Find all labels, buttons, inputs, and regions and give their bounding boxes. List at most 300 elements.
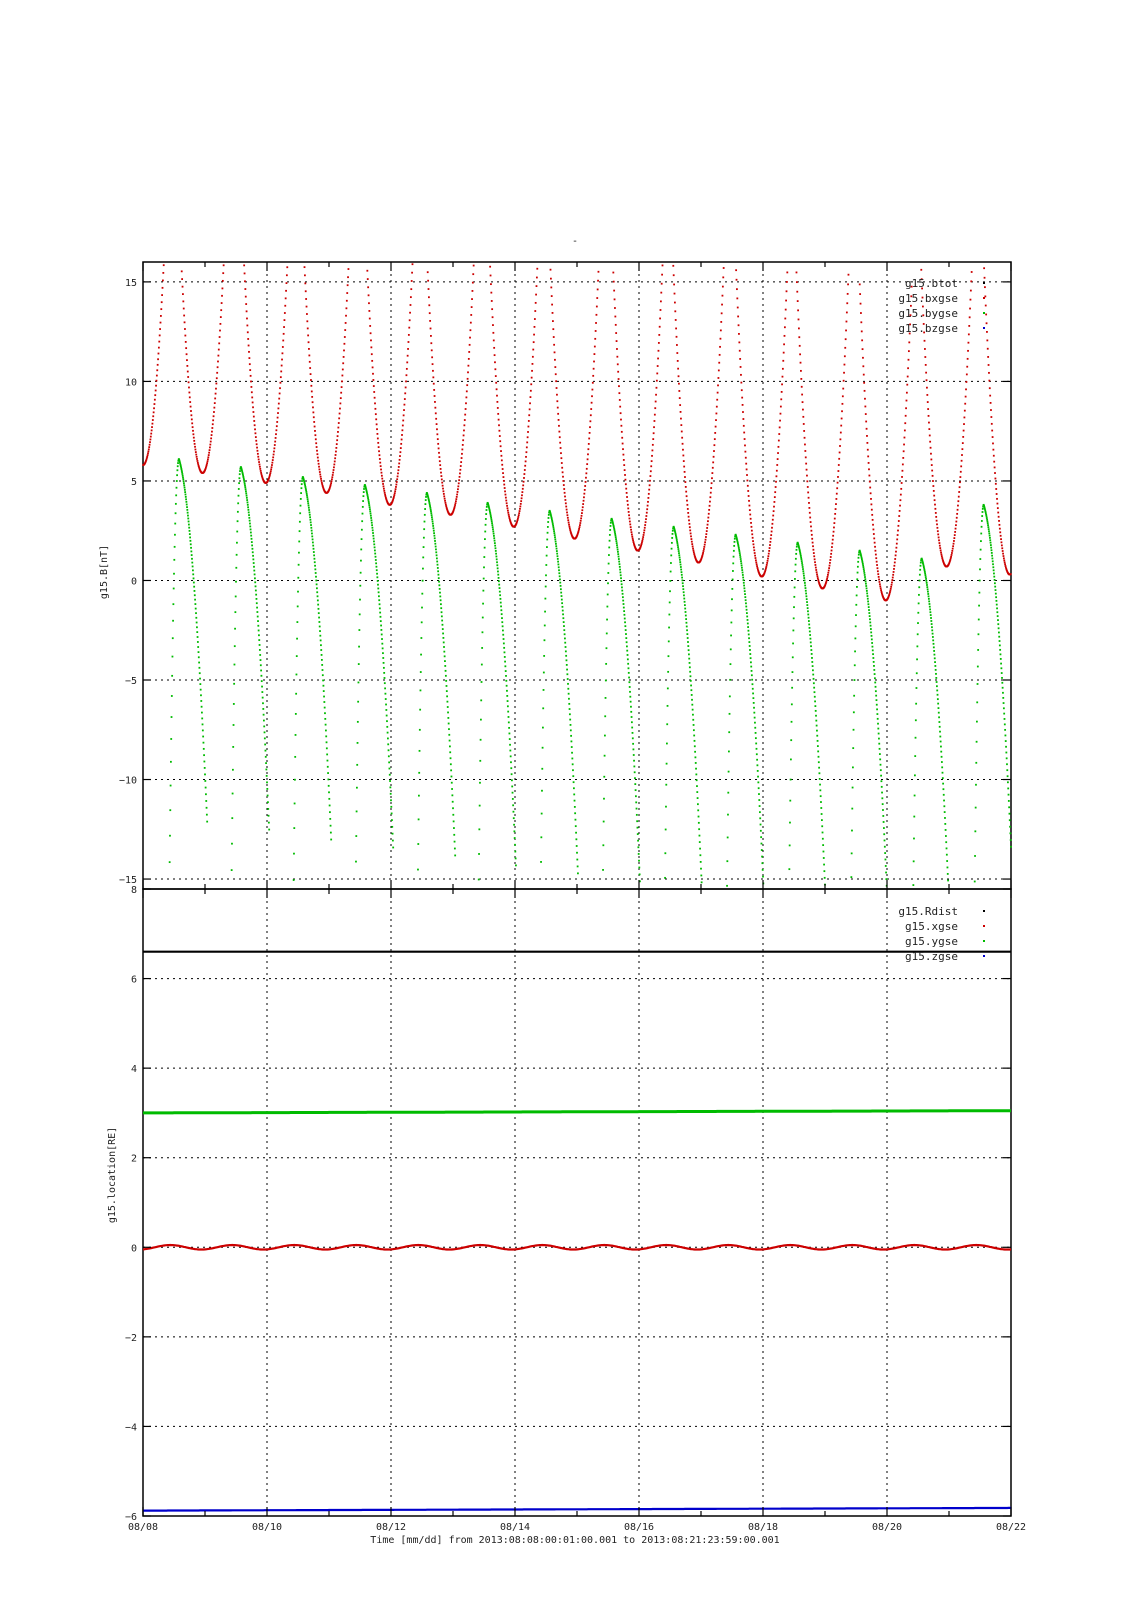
bxgse-series-point [459, 473, 461, 475]
bxgse-series-point [798, 336, 800, 338]
bygse-series-point [176, 474, 178, 476]
bygse-series-point [421, 621, 423, 623]
bxgse-series-point [472, 273, 474, 275]
bygse-series-point [316, 583, 318, 585]
bxgse-series-point [465, 396, 467, 398]
bygse-series-point [544, 598, 546, 600]
bygse-series-point [201, 712, 203, 714]
bygse-series-point [944, 811, 946, 813]
bygse-series-point [510, 755, 512, 757]
bxgse-series-point [311, 391, 313, 393]
bygse-series-point [245, 493, 247, 495]
bygse-series-point [358, 629, 360, 631]
bxgse-series-point [497, 407, 499, 409]
bxgse-series-point [331, 480, 333, 482]
bxgse-series-point [989, 387, 991, 389]
bygse-series-point [729, 679, 731, 681]
bxgse-series-point [186, 359, 188, 361]
bxgse-series-point [767, 558, 769, 560]
bygse-series-point [699, 841, 701, 843]
bygse-series-point [453, 827, 455, 829]
bygse-series-point [997, 619, 999, 621]
bygse-series-point [508, 721, 510, 723]
bygse-series-point [699, 854, 701, 856]
bxgse-series-point [397, 472, 399, 474]
bygse-series-point [247, 502, 249, 504]
bxgse-series-point [905, 407, 907, 409]
bygse-series-point [451, 776, 453, 778]
bygse-series-point [931, 626, 933, 628]
bxgse-series-point [713, 444, 715, 446]
legend-label: g15.bygse [898, 307, 958, 320]
bygse-series-point [758, 787, 760, 789]
bxgse-series-point [934, 504, 936, 506]
bxgse-series-point [278, 403, 280, 405]
bygse-series-point [749, 645, 751, 647]
bxgse-series-point [860, 312, 862, 314]
bygse-series-point [865, 583, 867, 585]
bygse-series-point [792, 643, 794, 645]
bxgse-series-point [333, 464, 335, 466]
bxgse-series-point [623, 454, 625, 456]
bygse-series-point [941, 761, 943, 763]
legend-marker [983, 312, 985, 314]
bxgse-series-point [650, 475, 652, 477]
bygse-series-point [452, 801, 454, 803]
bxgse-series-point [965, 388, 967, 390]
bygse-series-point [255, 585, 257, 587]
bxgse-series-point [212, 419, 214, 421]
bxgse-series-point [253, 420, 255, 422]
bxgse-series-point [331, 478, 333, 480]
bygse-series-point [750, 661, 752, 663]
bxgse-series-point [397, 475, 399, 477]
bxgse-series-point [279, 387, 281, 389]
bxgse-series-point [160, 315, 162, 317]
bygse-series-point [929, 608, 931, 610]
bxgse-series-point [581, 512, 583, 514]
bygse-series-point [987, 522, 989, 524]
bygse-series-point [512, 804, 514, 806]
bygse-series-point [491, 519, 493, 521]
bxgse-series-point [939, 542, 941, 544]
bxgse-series-point [750, 518, 752, 520]
bygse-series-point [495, 550, 497, 552]
bxgse-series-point [401, 439, 403, 441]
bxgse-series-point [720, 329, 722, 331]
bxgse-series-point [316, 450, 318, 452]
bygse-series-point [980, 549, 982, 551]
bygse-series-point [435, 546, 437, 548]
bygse-series-point [931, 629, 933, 631]
bygse-series-point [677, 544, 679, 546]
bxgse-series-point [641, 540, 643, 542]
bygse-series-point [734, 538, 736, 540]
bygse-series-point [356, 764, 358, 766]
bygse-series-point [871, 638, 873, 640]
bxgse-series-point [284, 312, 286, 314]
bxgse-series-point [841, 418, 843, 420]
bygse-series-point [420, 654, 422, 656]
bygse-series-point [805, 590, 807, 592]
bygse-series-point [885, 872, 887, 874]
bygse-series-point [299, 512, 301, 514]
bygse-series-point [634, 777, 636, 779]
bxgse-series-point [867, 449, 869, 451]
bxgse-series-point [209, 447, 211, 449]
bxgse-series-point [847, 293, 849, 295]
bygse-series-point [610, 525, 612, 527]
bygse-series-point [264, 744, 266, 746]
bxgse-series-point [463, 430, 465, 432]
bygse-series-point [491, 520, 493, 522]
bxgse-series-point [708, 513, 710, 515]
bxgse-series-point [994, 467, 996, 469]
bygse-series-point [625, 637, 627, 639]
bxgse-series-point [341, 375, 343, 377]
bygse-series-point [746, 609, 748, 611]
bygse-series-point [358, 646, 360, 648]
bygse-series-point [795, 558, 797, 560]
bxgse-series-point [321, 480, 323, 482]
bygse-series-point [313, 551, 315, 553]
bygse-series-point [380, 616, 382, 618]
bygse-series-point [199, 683, 201, 685]
bxgse-series-point [767, 560, 769, 562]
bygse-series-point [380, 625, 382, 627]
bygse-series-point [1005, 746, 1007, 748]
bygse-series-point [743, 585, 745, 587]
bxgse-series-point [214, 402, 216, 404]
bxgse-series-point [890, 588, 892, 590]
bygse-series-point [442, 637, 444, 639]
bygse-series-point [809, 627, 811, 629]
bxgse-series-point [160, 322, 162, 324]
bygse-series-point [502, 630, 504, 632]
bygse-series-point [419, 750, 421, 752]
bxgse-series-point [308, 348, 310, 350]
bxgse-series-point [343, 350, 345, 352]
bygse-series-point [730, 622, 732, 624]
bxgse-series-point [162, 272, 164, 274]
bygse-series-point [914, 774, 916, 776]
bygse-series-point [915, 703, 917, 705]
bxgse-series-point [429, 312, 431, 314]
bxgse-series-point [785, 309, 787, 311]
bygse-series-point [542, 747, 544, 749]
bxgse-series-point [596, 297, 598, 299]
bygse-series-point [885, 859, 887, 861]
bxgse-series-point [379, 458, 381, 460]
bxgse-series-point [718, 377, 720, 379]
bygse-series-point [305, 489, 307, 491]
bxgse-series-point [190, 406, 192, 408]
bxgse-series-point [552, 328, 554, 330]
bygse-series-point [170, 761, 172, 763]
bxgse-series-point [713, 450, 715, 452]
bygse-series-point [974, 830, 976, 832]
bxgse-series-point [994, 472, 996, 474]
bygse-series-point [186, 506, 188, 508]
bygse-series-point [447, 706, 449, 708]
bxgse-series-point [318, 463, 320, 465]
bygse-series-point [980, 540, 982, 542]
bxgse-series-point [715, 426, 717, 428]
bygse-series-point [436, 554, 438, 556]
bygse-series-point [1008, 800, 1010, 802]
bxgse-series-point [279, 393, 281, 395]
bxgse-series-point [455, 502, 457, 504]
bxgse-series-point [625, 479, 627, 481]
bygse-series-point [1006, 763, 1008, 765]
panel1-ytick-label: 10 [124, 377, 137, 389]
bxgse-series-point [877, 573, 879, 575]
bygse-series-point [569, 708, 571, 710]
bxgse-series-point [720, 321, 722, 323]
bygse-series-point [553, 530, 555, 532]
bygse-series-point [379, 603, 381, 605]
bygse-series-point [740, 558, 742, 560]
bxgse-series-point [469, 337, 471, 339]
bxgse-series-point [848, 274, 850, 276]
bxgse-series-point [901, 482, 903, 484]
bygse-series-point [575, 825, 577, 827]
bxgse-series-point [830, 556, 832, 558]
bygse-series-point [248, 514, 250, 516]
bygse-series-point [618, 561, 620, 563]
bxgse-series-point [154, 394, 156, 396]
bxgse-series-point [714, 432, 716, 434]
bxgse-series-point [528, 414, 530, 416]
bxgse-series-point [347, 284, 349, 286]
bygse-series-point [947, 867, 949, 869]
bygse-series-point [879, 748, 881, 750]
bxgse-series-point [865, 421, 867, 423]
bygse-series-point [438, 581, 440, 583]
bygse-series-point [448, 723, 450, 725]
bygse-series-point [1002, 687, 1004, 689]
bygse-series-point [359, 599, 361, 601]
bygse-series-point [447, 701, 449, 703]
bxgse-series-point [716, 406, 718, 408]
bygse-series-point [449, 751, 451, 753]
bygse-series-point [927, 588, 929, 590]
bxgse-series-point [346, 292, 348, 294]
bygse-series-point [730, 663, 732, 665]
bxgse-series-point [397, 469, 399, 471]
bxgse-series-point [970, 299, 972, 301]
bxgse-series-point [489, 266, 491, 268]
bxgse-series-point [786, 272, 788, 274]
bygse-series-point [356, 787, 358, 789]
bygse-series-point [745, 602, 747, 604]
bxgse-series-point [385, 495, 387, 497]
bxgse-series-point [304, 282, 306, 284]
bygse-series-point [874, 673, 876, 675]
bxgse-series-point [248, 345, 250, 347]
bygse-series-point [445, 680, 447, 682]
bxgse-series-point [964, 410, 966, 412]
bygse-series-point [309, 516, 311, 518]
bygse-series-point [925, 580, 927, 582]
bxgse-series-point [931, 464, 933, 466]
bxgse-series-point [1005, 565, 1007, 567]
bygse-series-point [617, 549, 619, 551]
bygse-series-point [546, 546, 548, 548]
bygse-series-point [293, 827, 295, 829]
bxgse-series-point [926, 379, 928, 381]
bxgse-series-point [932, 485, 934, 487]
bxgse-series-point [404, 404, 406, 406]
bygse-series-point [573, 787, 575, 789]
bxgse-series-point [987, 348, 989, 350]
bygse-series-point [862, 565, 864, 567]
bxgse-series-point [970, 290, 972, 292]
bygse-series-point [373, 541, 375, 543]
bxgse-series-point [254, 428, 256, 430]
panel1-ytick-label: −15 [118, 875, 137, 887]
bxgse-series-point [371, 353, 373, 355]
bxgse-series-point [517, 518, 519, 520]
bxgse-series-point [193, 440, 195, 442]
bygse-series-point [620, 577, 622, 579]
bxgse-series-point [495, 375, 497, 377]
bygse-series-point [862, 561, 864, 563]
bygse-series-point [503, 647, 505, 649]
bxgse-series-point [937, 533, 939, 535]
bygse-series-point [243, 478, 245, 480]
bygse-series-point [507, 705, 509, 707]
bygse-series-point [667, 688, 669, 690]
bxgse-series-point [677, 360, 679, 362]
bygse-series-point [621, 590, 623, 592]
bygse-series-point [571, 752, 573, 754]
bygse-series-point [756, 759, 758, 761]
bygse-series-point [990, 544, 992, 546]
bxgse-series-point [221, 302, 223, 304]
bygse-series-point [496, 564, 498, 566]
bygse-series-point [933, 650, 935, 652]
bygse-series-point [514, 837, 516, 839]
bxgse-series-point [592, 375, 594, 377]
bygse-series-point [912, 884, 914, 886]
bygse-series-point [757, 781, 759, 783]
bxgse-series-point [550, 287, 552, 289]
bxgse-series-point [427, 280, 429, 282]
bygse-series-point [372, 535, 374, 537]
bxgse-series-point [627, 504, 629, 506]
bygse-series-point [355, 861, 357, 863]
bygse-series-point [504, 665, 506, 667]
bxgse-series-point [765, 567, 767, 569]
bygse-series-point [294, 803, 296, 805]
bygse-series-point [819, 789, 821, 791]
bygse-series-point [327, 772, 329, 774]
panel2-ytick-label: −2 [124, 1332, 137, 1344]
bxgse-series-point [503, 484, 505, 486]
bxgse-series-point [844, 355, 846, 357]
bygse-series-point [685, 615, 687, 617]
bygse-series-point [638, 867, 640, 869]
bxgse-series-point [817, 579, 819, 581]
bygse-series-point [876, 708, 878, 710]
bxgse-series-point [620, 425, 622, 427]
bxgse-series-point [308, 355, 310, 357]
bxgse-series-point [435, 412, 437, 414]
bygse-series-point [754, 727, 756, 729]
bygse-series-point [691, 699, 693, 701]
bxgse-series-point [712, 461, 714, 463]
x-axis-label: Time [mm/dd] from 2013:08:08:00:01:00.001 to 2013:08:21:23:59:00.001 [370, 1535, 780, 1546]
bygse-series-point [323, 696, 325, 698]
bxgse-series-point [906, 400, 908, 402]
bxgse-series-point [331, 476, 333, 478]
bygse-series-point [419, 709, 421, 711]
bxgse-series-point [536, 285, 538, 287]
bxgse-series-point [467, 378, 469, 380]
bygse-series-point [851, 852, 853, 854]
bygse-series-point [369, 506, 371, 508]
bygse-series-point [232, 793, 234, 795]
bygse-series-point [927, 593, 929, 595]
bxgse-series-point [774, 491, 776, 493]
bygse-series-point [191, 558, 193, 560]
bygse-series-point [669, 580, 671, 582]
bxgse-series-point [656, 380, 658, 382]
bygse-series-point [792, 656, 794, 658]
bxgse-series-point [652, 450, 654, 452]
bxgse-series-point [559, 442, 561, 444]
bygse-series-point [986, 516, 988, 518]
bygse-series-point [544, 625, 546, 627]
bygse-series-point [800, 557, 802, 559]
bxgse-series-point [500, 445, 502, 447]
bxgse-series-point [629, 523, 631, 525]
bygse-series-point [311, 530, 313, 532]
bygse-series-point [491, 522, 493, 524]
bxgse-series-point [459, 476, 461, 478]
bxgse-series-point [813, 555, 815, 557]
bxgse-series-point [877, 567, 879, 569]
bxgse-series-point [217, 355, 219, 357]
bxgse-series-point [211, 434, 213, 436]
bxgse-series-point [1002, 550, 1004, 552]
bxgse-series-point [810, 526, 812, 528]
bygse-series-point [246, 495, 248, 497]
bxgse-series-point [368, 302, 370, 304]
bxgse-series-point [456, 494, 458, 496]
bygse-series-point [318, 608, 320, 610]
bxgse-series-point [675, 328, 677, 330]
bygse-series-point [200, 694, 202, 696]
bygse-series-point [250, 535, 252, 537]
bygse-series-point [499, 587, 501, 589]
bygse-series-point [318, 621, 320, 623]
bygse-series-point [563, 621, 565, 623]
bxgse-series-point [707, 524, 709, 526]
bxgse-series-point [619, 399, 621, 401]
bygse-series-point [562, 613, 564, 615]
bxgse-series-point [645, 521, 647, 523]
bygse-series-point [254, 581, 256, 583]
bxgse-series-point [721, 304, 723, 306]
bygse-series-point [812, 674, 814, 676]
bygse-series-point [190, 543, 192, 545]
bxgse-series-point [285, 290, 287, 292]
bygse-series-point [328, 791, 330, 793]
bxgse-series-point [402, 420, 404, 422]
bygse-series-point [936, 685, 938, 687]
